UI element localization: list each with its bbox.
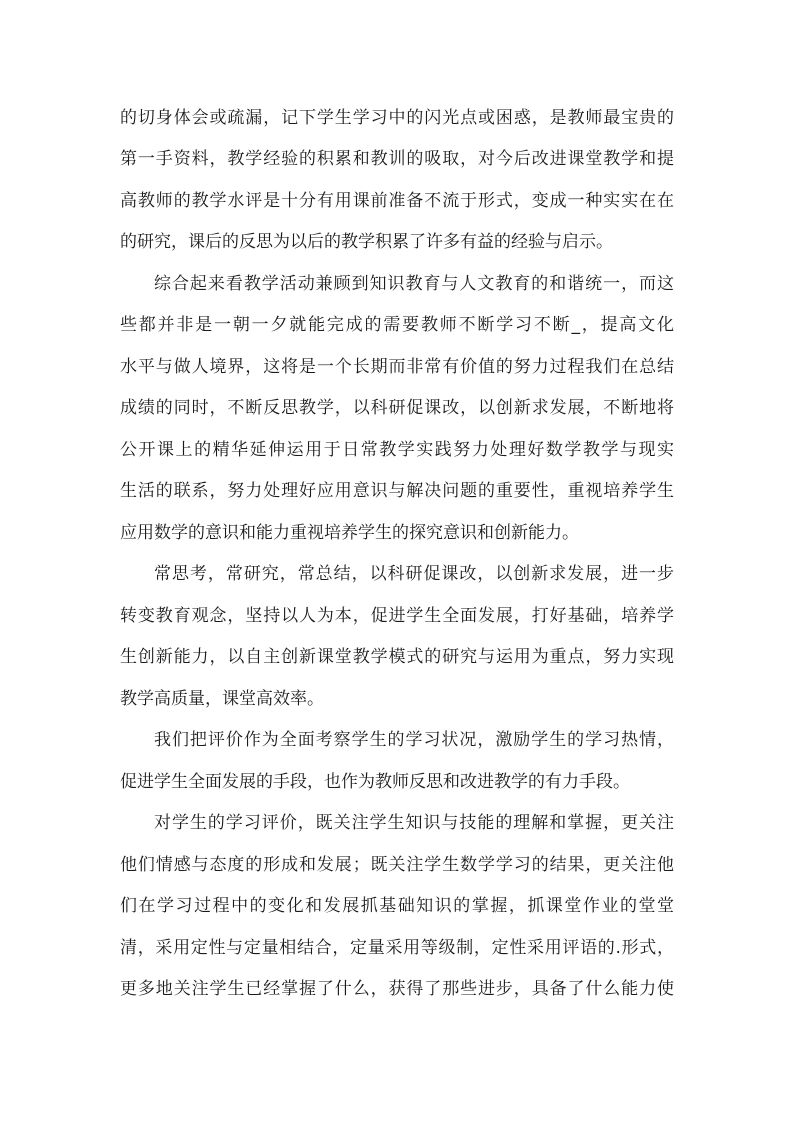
text-line: 的研究，课后的反思为以后的教学积累了许多有益的经验与启示。	[120, 232, 613, 252]
text-line: 高教师的教学水评是十分有用课前准备不流于形式，变成一种实实在在	[120, 191, 674, 211]
text-line: 清，采用定性与定量相结合，定量采用等级制，定性采用评语的.形式，	[120, 938, 674, 958]
text-line: 水平与做人境界，这将是一个长期而非常有价值的努力过程我们在总结	[120, 357, 674, 377]
text-line: 转变教育观念，坚持以人为本，促进学生全面发展，打好基础，培养学	[120, 606, 674, 626]
text-line: 些都并非是一朝一夕就能完成的需要教师不断学习不断_，提高文化	[120, 315, 674, 335]
text-line: 生活的联系，努力处理好应用意识与解决问题的重要性，重视培养学生	[120, 481, 674, 501]
paragraph-first-line: 我们把评价作为全面考察学生的学习状况，激励学生的学习热情，	[154, 730, 674, 750]
text-line: 公开课上的精华延伸运用于日常教学实践努力处理好数学教学与现实	[120, 440, 674, 460]
text-line: 生创新能力，以自主创新课堂教学模式的研究与运用为重点，努力实现	[120, 647, 674, 667]
text-line: 他们情感与态度的形成和发展；既关注学生数学学习的结果，更关注他	[120, 855, 674, 875]
paragraph-first-line: 对学生的学习评价，既关注学生知识与技能的理解和掌握，更关注	[154, 813, 674, 833]
text-line: 成绩的同时，不断反思教学，以科研促课改，以创新求发展，不断地将	[120, 398, 674, 418]
text-line: 更多地关注学生已经掌握了什么，获得了那些进步，具备了什么能力使	[120, 979, 674, 999]
paragraph-first-line: 综合起来看教学活动兼顾到知识教育与人文教育的和谐统一，而这	[154, 274, 674, 294]
text-line: 们在学习过程中的变化和发展抓基础知识的掌握，抓课堂作业的堂堂	[120, 896, 674, 916]
text-line: 的切身体会或疏漏，记下学生学习中的闪光点或困惑，是教师最宝贵的	[120, 108, 674, 128]
text-line: 应用数学的意识和能力重视培养学生的探究意识和创新能力。	[120, 523, 579, 543]
text-line: 促进学生全面发展的手段，也作为教师反思和改进教学的有力手段。	[120, 772, 630, 792]
text-line: 教学高质量，课堂高效率。	[120, 689, 324, 709]
paragraph-first-line: 常思考，常研究，常总结，以科研促课改，以创新求发展，进一步	[154, 564, 674, 584]
text-line: 第一手资料，教学经验的积累和教训的吸取，对今后改进课堂教学和提	[120, 149, 674, 169]
